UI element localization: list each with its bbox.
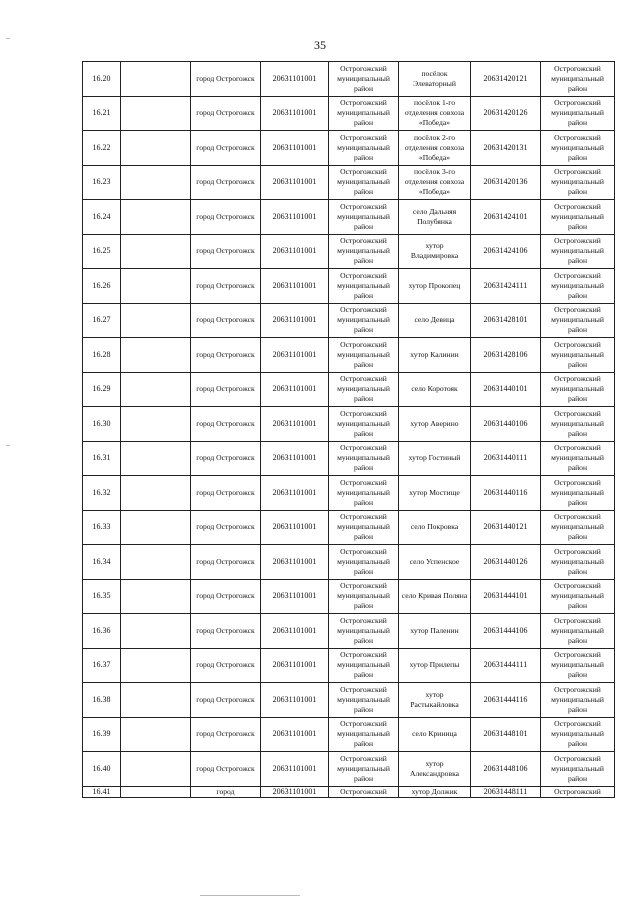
table-row [83,200,615,235]
table-row [83,234,615,269]
settlement-code-cell: 20631428106 [471,338,541,373]
district-cell: Острогожский муниципальный район [329,165,399,200]
oktmo-code-cell: 20631101001 [261,683,329,718]
district-cell: Острогожский [541,786,615,797]
oktmo-code-cell: 20631101001 [261,62,329,97]
city-cell: город Острогожск [191,441,261,476]
district-cell: Острогожский муниципальный район [541,752,615,787]
city-cell: город Острогожск [191,234,261,269]
oktmo-code-cell: 20631101001 [261,717,329,752]
oktmo-code-cell: 20631101001 [261,510,329,545]
district-cell: Острогожский [329,786,399,797]
settlement-cell: село Криница [399,717,471,752]
settlement-code-cell: 20631448106 [471,752,541,787]
table-row [83,441,615,476]
district-cell: Острогожский муниципальный район [329,579,399,614]
city-cell: город Острогожск [191,648,261,683]
table-row [83,131,615,166]
district-cell: Острогожский муниципальный район [541,717,615,752]
row-number: 16.26 [83,269,121,304]
district-cell: Острогожский муниципальный район [329,96,399,131]
settlement-code-cell: 20631444106 [471,614,541,649]
empty-cell [121,407,191,442]
table-row [83,510,615,545]
empty-cell [121,510,191,545]
empty-cell [121,372,191,407]
table-row [83,683,615,718]
empty-cell [121,200,191,235]
city-cell: город Острогожск [191,614,261,649]
district-cell: Острогожский муниципальный район [541,234,615,269]
row-number: 16.27 [83,303,121,338]
city-cell: город Острогожск [191,407,261,442]
oktmo-code-cell: 20631101001 [261,96,329,131]
empty-cell [121,62,191,97]
settlement-cell: хутор Аверино [399,407,471,442]
oktmo-code-cell: 20631101001 [261,441,329,476]
oktmo-code-cell: 20631101001 [261,200,329,235]
table-row [83,269,615,304]
settlement-cell: село Девица [399,303,471,338]
district-cell: Острогожский муниципальный район [329,234,399,269]
district-cell: Острогожский муниципальный район [541,407,615,442]
table-row [83,338,615,373]
settlement-cell: хутор Прилепы [399,648,471,683]
district-cell: Острогожский муниципальный район [541,579,615,614]
settlement-cell: хутор Должик [399,786,471,797]
district-cell: Острогожский муниципальный район [541,614,615,649]
settlement-cell: хутор Владимировка [399,234,471,269]
city-cell: город Острогожск [191,579,261,614]
settlement-code-cell: 20631424106 [471,234,541,269]
row-number: 16.35 [83,579,121,614]
row-number: 16.41 [83,786,121,797]
table-row [83,752,615,787]
settlement-code-cell: 20631440101 [471,372,541,407]
city-cell: город Острогожск [191,683,261,718]
district-cell: Острогожский муниципальный район [329,648,399,683]
table-row [83,476,615,511]
settlement-cell: хутор Мостище [399,476,471,511]
scan-mark [6,445,10,446]
table-row [83,165,615,200]
district-cell: Острогожский муниципальный район [329,303,399,338]
settlement-code-cell: 20631424101 [471,200,541,235]
district-cell: Острогожский муниципальный район [329,683,399,718]
table-body [83,62,615,798]
city-cell: город Острогожск [191,269,261,304]
row-number: 16.23 [83,165,121,200]
table-row [83,62,615,97]
row-number: 16.40 [83,752,121,787]
city-cell: город Острогожск [191,476,261,511]
settlement-cell: хутор Гостиный [399,441,471,476]
district-cell: Острогожский муниципальный район [329,269,399,304]
settlement-code-cell: 20631440121 [471,510,541,545]
row-number: 16.28 [83,338,121,373]
settlement-code-cell: 20631444111 [471,648,541,683]
empty-cell [121,545,191,580]
table-row [83,648,615,683]
city-cell: город Острогожск [191,165,261,200]
table-row [83,545,615,580]
settlement-cell: село Покровка [399,510,471,545]
settlement-cell: село Дальняя Полубянка [399,200,471,235]
district-cell: Острогожский муниципальный район [329,476,399,511]
settlement-cell: посёлок 3-го отделения совхоза «Победа» [399,165,471,200]
row-number: 16.39 [83,717,121,752]
empty-cell [121,131,191,166]
table-row [83,96,615,131]
district-cell: Острогожский муниципальный район [329,614,399,649]
scan-mark [200,895,300,896]
table-row [83,579,615,614]
district-cell: Острогожский муниципальный район [541,269,615,304]
oktmo-code-cell: 20631101001 [261,786,329,797]
district-cell: Острогожский муниципальный район [541,200,615,235]
district-cell: Острогожский муниципальный район [541,683,615,718]
district-cell: Острогожский муниципальный район [541,338,615,373]
oktmo-code-cell: 20631101001 [261,476,329,511]
row-number: 16.25 [83,234,121,269]
settlement-code-cell: 20631448101 [471,717,541,752]
row-number: 16.30 [83,407,121,442]
oktmo-code-cell: 20631101001 [261,545,329,580]
empty-cell [121,614,191,649]
oktmo-code-cell: 20631101001 [261,579,329,614]
empty-cell [121,96,191,131]
oktmo-code-cell: 20631101001 [261,648,329,683]
empty-cell [121,441,191,476]
page-number: 35 [314,38,326,52]
settlement-code-cell: 20631420121 [471,62,541,97]
settlement-code-cell: 20631420136 [471,165,541,200]
empty-cell [121,786,191,797]
table-row [83,303,615,338]
city-cell: город Острогожск [191,303,261,338]
settlement-code-cell: 20631440126 [471,545,541,580]
empty-cell [121,683,191,718]
district-cell: Острогожский муниципальный район [541,165,615,200]
settlement-cell: село Кривая Поляна [399,579,471,614]
scan-mark [6,38,10,39]
row-number: 16.29 [83,372,121,407]
city-cell: город Острогожск [191,62,261,97]
city-cell: город Острогожск [191,200,261,235]
oktmo-code-cell: 20631101001 [261,338,329,373]
district-cell: Острогожский муниципальный район [541,476,615,511]
district-cell: Острогожский муниципальный район [329,752,399,787]
settlement-cell: хутор Прокопец [399,269,471,304]
settlement-code-cell: 20631440106 [471,407,541,442]
settlement-cell: посёлок Элеваторный [399,62,471,97]
district-cell: Острогожский муниципальный район [329,407,399,442]
row-number: 16.36 [83,614,121,649]
empty-cell [121,303,191,338]
settlement-code-cell: 20631440111 [471,441,541,476]
district-cell: Острогожский муниципальный район [541,545,615,580]
settlement-cell: хутор Паленин [399,614,471,649]
table-row [83,717,615,752]
table-row [83,372,615,407]
row-number: 16.21 [83,96,121,131]
city-cell: город Острогожск [191,545,261,580]
district-cell: Острогожский муниципальный район [329,200,399,235]
row-number: 16.34 [83,545,121,580]
oktmo-code-cell: 20631101001 [261,614,329,649]
oktmo-code-cell: 20631101001 [261,303,329,338]
city-cell: город Острогожск [191,372,261,407]
row-number: 16.37 [83,648,121,683]
settlement-code-cell: 20631428101 [471,303,541,338]
settlement-cell: посёлок 1-го отделения совхоза «Победа» [399,96,471,131]
settlement-cell: хутор Александровка [399,752,471,787]
district-cell: Острогожский муниципальный район [541,131,615,166]
row-number: 16.24 [83,200,121,235]
settlement-cell: хутор Калинин [399,338,471,373]
table-row [83,407,615,442]
settlement-cell: село Успенское [399,545,471,580]
empty-cell [121,269,191,304]
district-cell: Острогожский муниципальный район [541,62,615,97]
row-number: 16.20 [83,62,121,97]
row-number: 16.31 [83,441,121,476]
oktmo-code-cell: 20631101001 [261,234,329,269]
settlement-code-cell: 20631420126 [471,96,541,131]
district-cell: Острогожский муниципальный район [329,510,399,545]
row-number: 16.33 [83,510,121,545]
empty-cell [121,234,191,269]
oktmo-code-cell: 20631101001 [261,165,329,200]
district-cell: Острогожский муниципальный район [329,545,399,580]
district-cell: Острогожский муниципальный район [541,372,615,407]
district-cell: Острогожский муниципальный район [329,338,399,373]
district-cell: Острогожский муниципальный район [329,441,399,476]
city-cell: город Острогожск [191,131,261,166]
district-cell: Острогожский муниципальный район [329,717,399,752]
oktmo-code-cell: 20631101001 [261,269,329,304]
empty-cell [121,338,191,373]
oktmo-code-cell: 20631101001 [261,752,329,787]
oktmo-code-cell: 20631101001 [261,131,329,166]
empty-cell [121,476,191,511]
empty-cell [121,579,191,614]
district-cell: Острогожский муниципальный район [329,131,399,166]
row-number: 16.38 [83,683,121,718]
empty-cell [121,165,191,200]
district-cell: Острогожский муниципальный район [329,372,399,407]
city-cell: город Острогожск [191,338,261,373]
settlement-code-cell: 20631440116 [471,476,541,511]
district-cell: Острогожский муниципальный район [541,303,615,338]
empty-cell [121,717,191,752]
district-cell: Острогожский муниципальный район [541,441,615,476]
settlement-code-cell: 20631444101 [471,579,541,614]
settlement-code-cell: 20631420131 [471,131,541,166]
empty-cell [121,648,191,683]
settlement-cell: село Коротояк [399,372,471,407]
district-cell: Острогожский муниципальный район [541,96,615,131]
table-row [83,614,615,649]
oktmo-code-cell: 20631101001 [261,407,329,442]
settlement-code-cell: 20631448111 [471,786,541,797]
settlement-cell: посёлок 2-го отделения совхоза «Победа» [399,131,471,166]
city-cell: город Острогожск [191,510,261,545]
row-number: 16.22 [83,131,121,166]
settlement-cell: хутор Растыкайловка [399,683,471,718]
district-cell: Острогожский муниципальный район [541,510,615,545]
city-cell: город Острогожск [191,96,261,131]
settlement-code-cell: 20631444116 [471,683,541,718]
settlements-table [82,61,615,798]
district-cell: Острогожский муниципальный район [541,648,615,683]
empty-cell [121,752,191,787]
city-cell: город [191,786,261,797]
table-row [83,786,615,797]
row-number: 16.32 [83,476,121,511]
city-cell: город Острогожск [191,752,261,787]
city-cell: город Острогожск [191,717,261,752]
oktmo-code-cell: 20631101001 [261,372,329,407]
settlement-code-cell: 20631424111 [471,269,541,304]
district-cell: Острогожский муниципальный район [329,62,399,97]
